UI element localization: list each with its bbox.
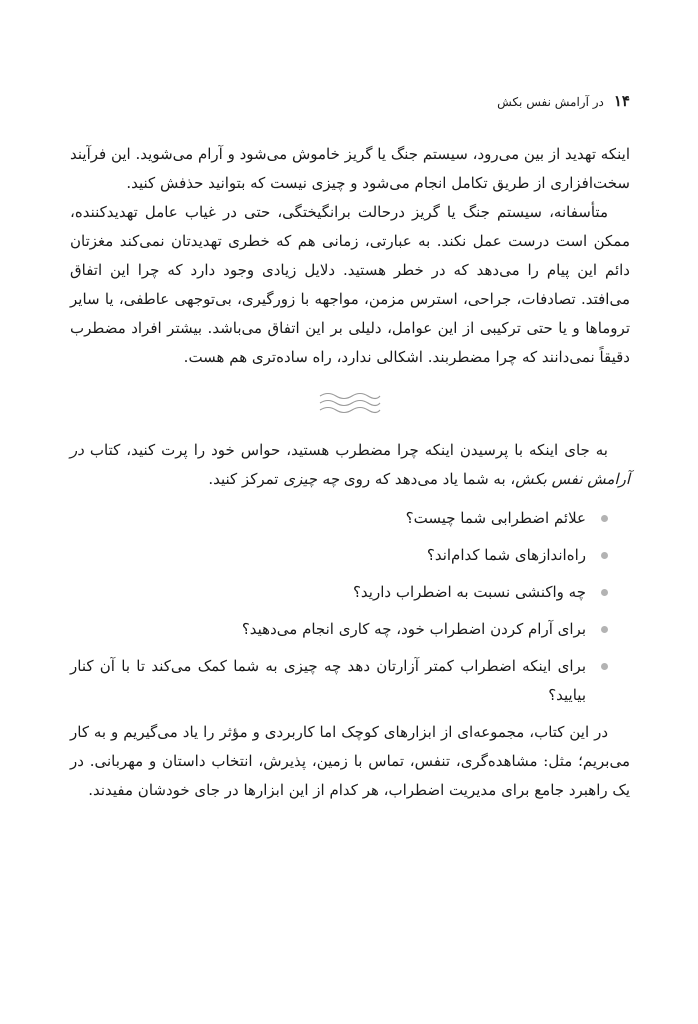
paragraph-4: در این کتاب، مجموعه‌ای از ابزارهای کوچک اما کاربردی و مؤثر را یاد می‌گیریم و به کار می‌بریم؛ مثل: مشاهده‌گری، تنفس، تماس با زمین، پذیرش، انتخاب داستان و مهربانی. در یک راهبرد جامع برای مدیریت اضطراب، هر کدام از این ابزارها در جای خودشان مفیدند.: [70, 723, 630, 799]
paragraph-2: متأسفانه، سیستم جنگ یا گریز درحالت برانگیختگی، حتی در غیاب عامل تهدیدکننده، ممکن است درست عمل نکند. به عبارتی، زمانی هم که خطری تهدیدتان نمی‌کند مغزتان دائم این پیام را می‌دهد که در خطر هستید. دلایل زیادی وجود دارد که چرا این اتفاق می‌افتد. تصادفات، جراحی، استرس مزمن، مواجهه با زورگیری، بی‌توجهی عاطفی، یا سایر تروماها و یا حتی ترکیبی از این عوامل، دلیلی بر این اتفاق می‌باشد. بیشتر افراد مضطرب دقیقاً نمی‌دانند که چرا مضطربند. اشکالی ندارد، راه ساده‌تری هم هست.: [70, 203, 630, 366]
question-text: برای اینکه اضطراب کمتر آزارتان دهد چه چیزی به شما کمک می‌کند تا با آن کنار بیایید؟: [70, 657, 586, 704]
book-page: [70, 0, 630, 1024]
list-item: [70, 615, 608, 644]
book-title-italic: در آرامش نفس بکش: [70, 441, 630, 488]
section-ornament: [70, 388, 630, 418]
wave-ornament-icon: [318, 390, 382, 416]
list-item: [70, 541, 608, 570]
main-text: [70, 140, 630, 805]
list-item: [70, 652, 608, 710]
question-text: راه‌اندازهای شما کدام‌اند؟: [426, 546, 586, 564]
paragraph-3-middle: ، به شما یاد می‌دهد که روی: [339, 470, 516, 488]
question-text: علائم اضطرابی شما چیست؟: [405, 509, 586, 527]
what-emphasis: چه چیزی: [283, 470, 340, 488]
bullet-icon: [601, 626, 608, 633]
list-item: [70, 504, 608, 533]
paragraph-3-end: تمرکز کنید.: [208, 470, 284, 488]
running-head-title: در آرامش نفس بکش: [497, 95, 604, 109]
paragraph-1: اینکه تهدید از بین می‌رود، سیستم جنگ یا گریز خاموش می‌شود و آرام می‌شوید. این فرآیند سخت‌افزاری از طریق تکامل انجام می‌شود و چیزی نیست که بتوانید حذفش کنید.: [70, 145, 630, 192]
bullet-icon: [601, 663, 608, 670]
question-text: برای آرام کردن اضطراب خود، چه کاری انجام می‌دهید؟: [241, 620, 586, 638]
question-list: [70, 504, 630, 710]
paragraph-3-start: به جای اینکه با پرسیدن اینکه چرا مضطرب هستید، حواس خود را پرت کنید، کتاب: [83, 441, 608, 459]
list-item: [70, 578, 608, 607]
paragraph-3: [70, 436, 630, 494]
running-head: [497, 92, 630, 110]
page-number: ۱۴: [613, 92, 630, 110]
bullet-icon: [601, 515, 608, 522]
bullet-icon: [601, 589, 608, 596]
question-text: چه واکنشی نسبت به اضطراب دارید؟: [352, 583, 586, 601]
bullet-icon: [601, 552, 608, 559]
